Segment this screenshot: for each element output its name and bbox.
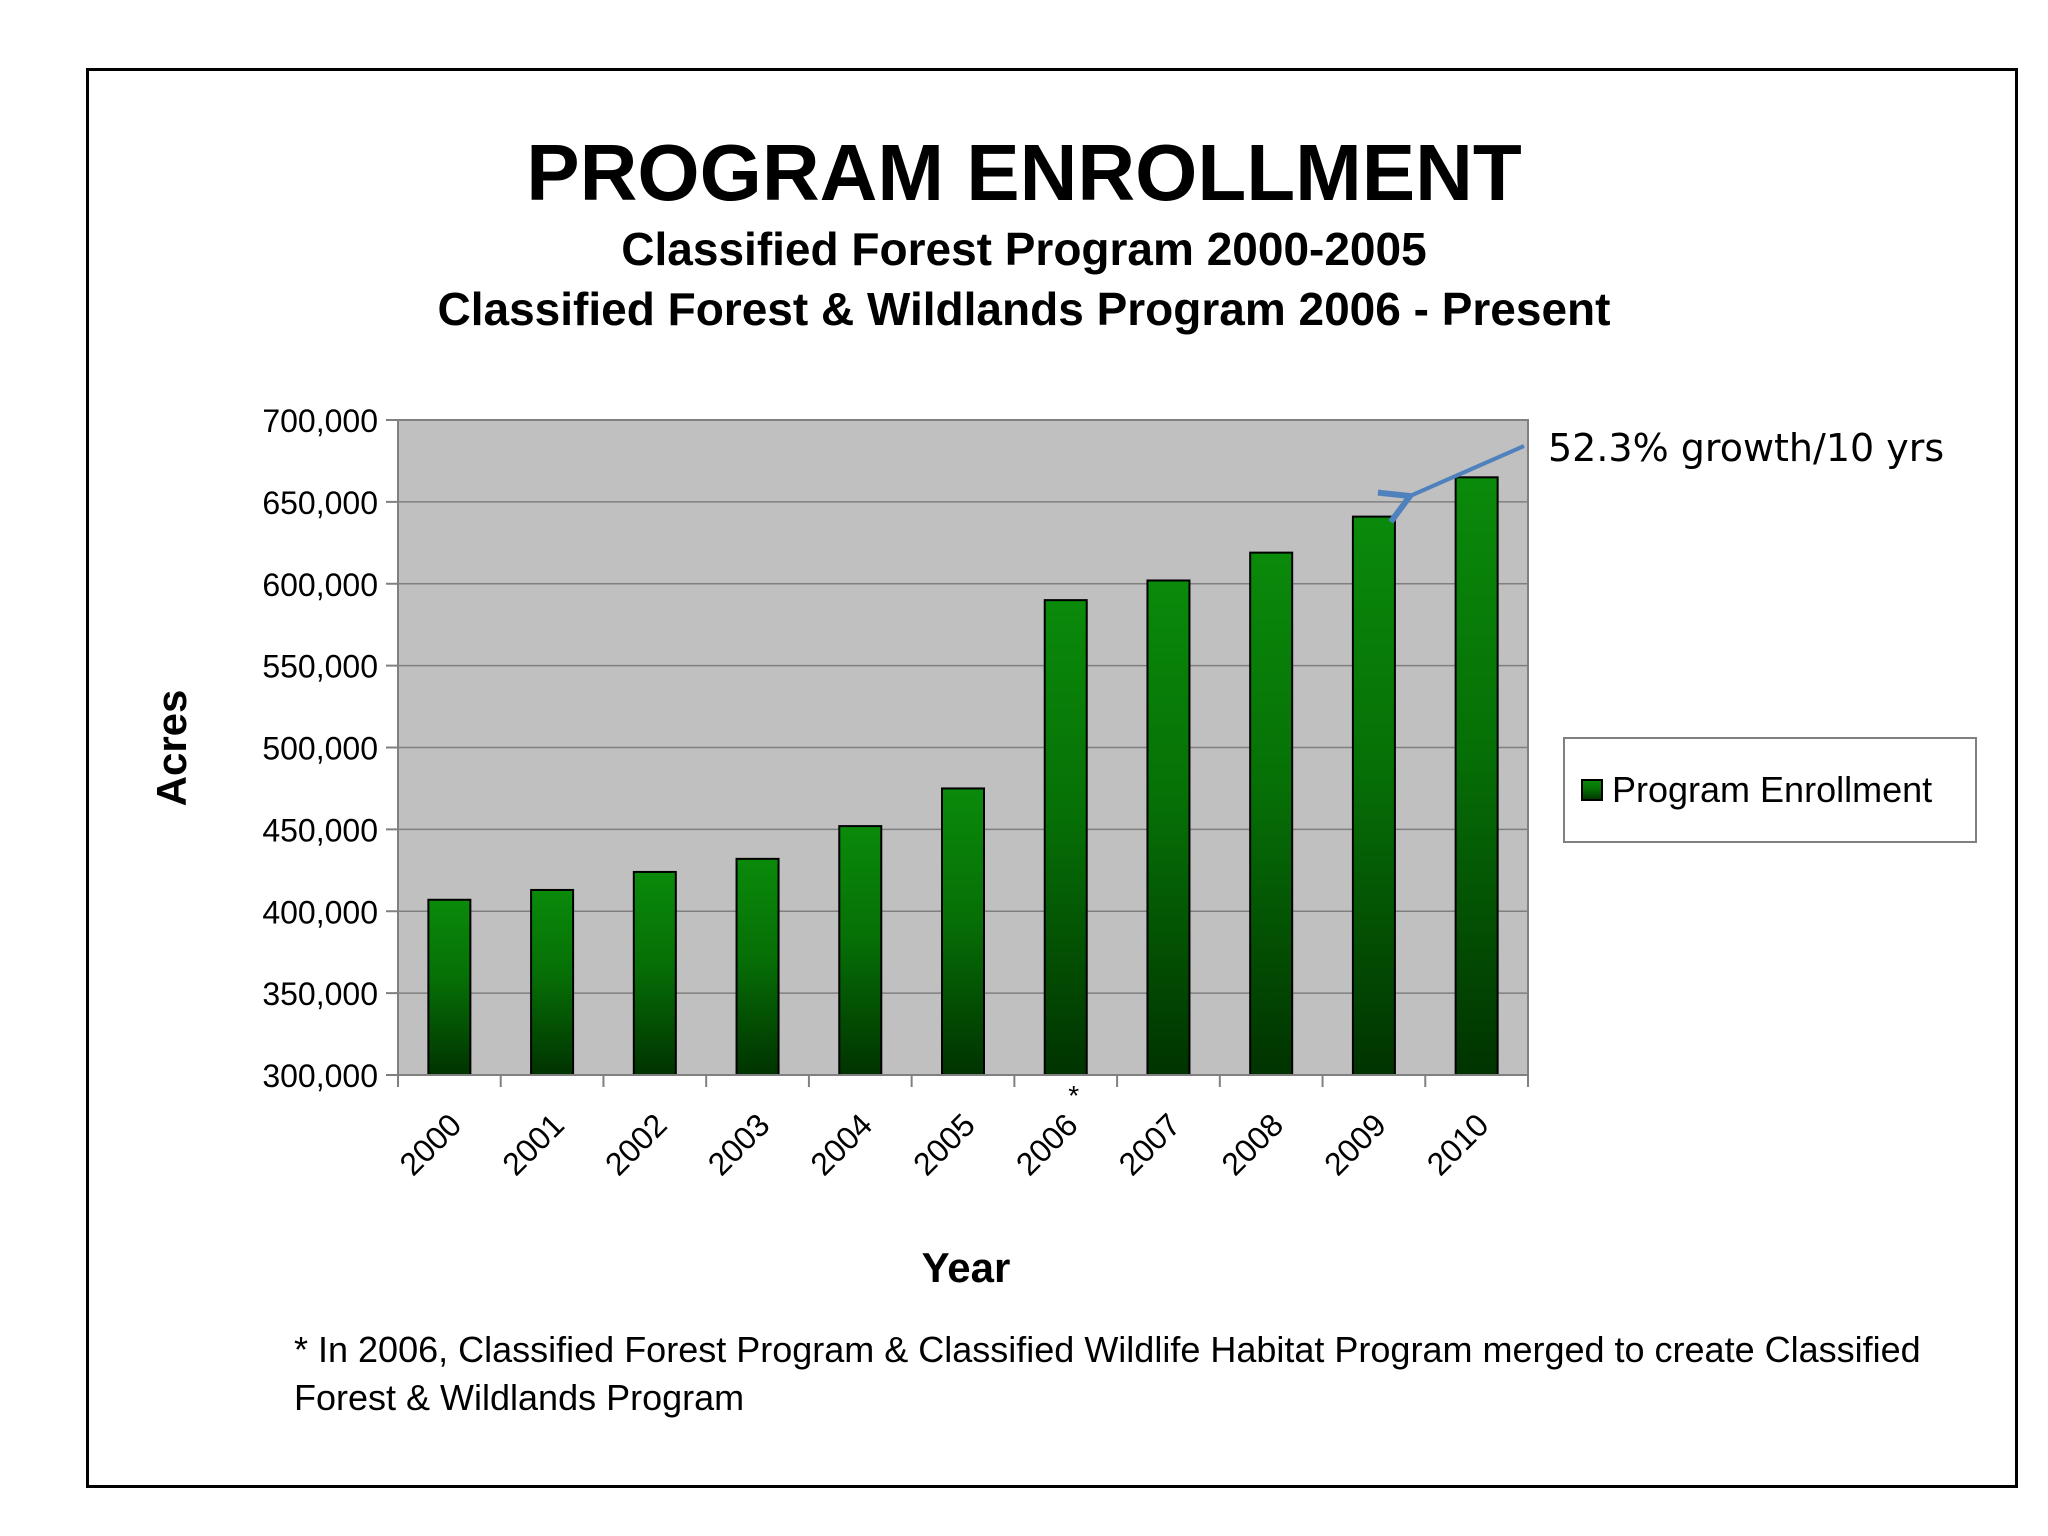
x-tick-label: 2005 [906, 1106, 982, 1183]
legend-swatch [1582, 780, 1602, 800]
chart-subtitle-1: Classified Forest Program 2000-2005 [621, 223, 1427, 275]
x-tick-label: 2008 [1214, 1106, 1291, 1183]
x-tick-label: 2003 [700, 1106, 777, 1183]
y-tick-label: 600,000 [262, 566, 378, 603]
y-axis-label: Acres [148, 689, 195, 807]
y-tick-label: 300,000 [262, 1058, 378, 1094]
legend [1564, 738, 1976, 842]
bar-2010 [1456, 477, 1498, 1075]
bar-2008 [1250, 553, 1292, 1075]
y-tick-label: 500,000 [262, 730, 378, 767]
x-tick-label: 2006 [1008, 1106, 1085, 1183]
bar-2006 [1045, 600, 1087, 1075]
bar-2001 [531, 890, 573, 1075]
x-tick-labels [393, 1080, 1496, 1182]
x-tick-label: 2002 [597, 1106, 674, 1183]
x-axis-label: Year [921, 1244, 1011, 1291]
y-tick-label: 450,000 [262, 812, 378, 849]
x-tick-label: 2007 [1111, 1106, 1188, 1183]
bar-2002 [634, 872, 676, 1075]
x-tick-label: 2000 [392, 1106, 469, 1183]
bar-2009 [1353, 517, 1395, 1075]
x-tick-label: 2009 [1317, 1106, 1393, 1183]
y-tick-label: 550,000 [262, 648, 378, 685]
y-tick-label: 650,000 [262, 484, 378, 521]
footnote: * In 2006, Classified Forest Program & Classified Wildlife Habitat Program merged to create Classified Forest & Wildlands Program [294, 1329, 1921, 1418]
y-tick-labels [262, 403, 378, 1094]
bar-2003 [737, 859, 779, 1075]
x-tick-label: 2010 [1419, 1106, 1496, 1183]
x-tick-mark: * [1068, 1080, 1080, 1111]
bar-2000 [428, 900, 470, 1075]
chart-title: PROGRAM ENROLLMENT [526, 128, 1522, 217]
bar-2005 [942, 788, 984, 1075]
x-tick-label: 2001 [495, 1106, 572, 1183]
y-tick-label: 400,000 [262, 894, 378, 931]
bar-2004 [839, 826, 881, 1075]
chart-subtitle-2: Classified Forest & Wildlands Program 2006 - Present [437, 283, 1611, 335]
y-tick-label: 350,000 [262, 976, 378, 1013]
y-tick-label: 700,000 [262, 403, 378, 439]
bar-2007 [1147, 580, 1189, 1075]
annotation-text: 52.3% growth/10 yrs [1548, 426, 1945, 470]
legend-label: Program Enrollment [1612, 769, 1933, 810]
x-tick-label: 2004 [803, 1106, 880, 1183]
